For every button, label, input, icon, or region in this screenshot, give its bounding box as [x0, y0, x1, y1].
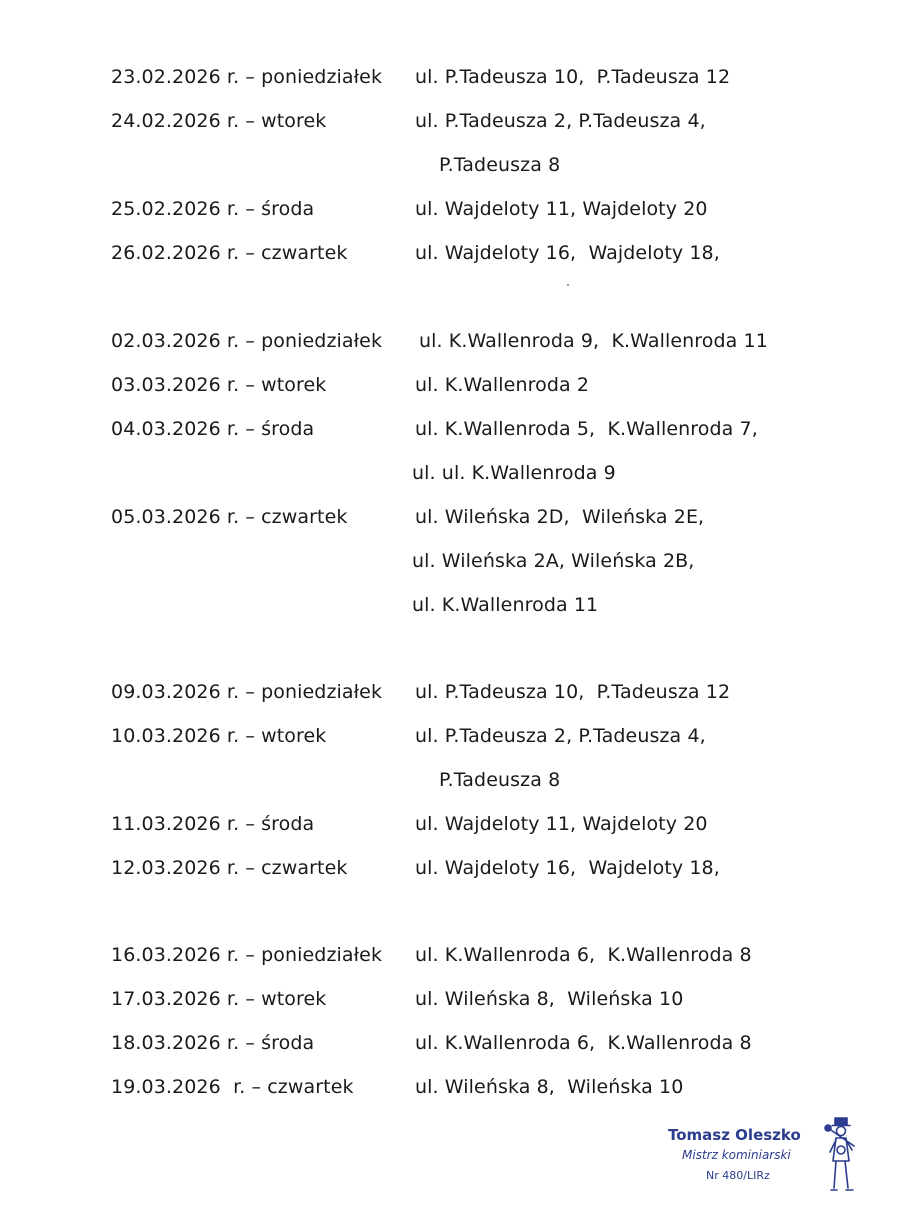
schedule-date: 26.02.2026 r. – czwartek — [111, 242, 348, 264]
signature-stamp — [660, 1116, 870, 1196]
schedule-date: 23.02.2026 r. – poniedziałek — [111, 66, 383, 88]
schedule-date: 11.03.2026 r. – środa — [111, 813, 315, 835]
schedule-date: 02.03.2026 r. – poniedziałek — [111, 330, 383, 352]
schedule-date: 10.03.2026 r. – wtorek — [111, 725, 327, 747]
schedule-address: ul. P.Tadeusza 2, P.Tadeusza 4, — [415, 110, 706, 132]
schedule-address: ul. K.Wallenroda 5, K.Wallenroda 7, — [415, 418, 758, 440]
schedule-date: 05.03.2026 r. – czwartek — [111, 506, 348, 528]
schedule-address: ul. Wajdeloty 16, Wajdeloty 18, — [415, 242, 720, 264]
schedule-address: ul. K.Wallenroda 9, K.Wallenroda 11 — [419, 330, 768, 352]
schedule-address: ul. Wileńska 2D, Wileńska 2E, — [415, 506, 705, 528]
schedule-address: ul. Wajdeloty 11, Wajdeloty 20 — [415, 813, 708, 835]
stamp-name: Tomasz Oleszko — [668, 1126, 801, 1144]
chimney-sweep-figure-icon — [824, 1116, 860, 1196]
schedule-address: ul. K.Wallenroda 6, K.Wallenroda 8 — [415, 944, 752, 966]
schedule-address: ul. K.Wallenroda 6, K.Wallenroda 8 — [415, 1032, 752, 1054]
stamp-title: Mistrz kominiarski — [682, 1148, 791, 1162]
schedule-address-continued: P.Tadeusza 8 — [439, 154, 561, 176]
schedule-address: ul. Wileńska 8, Wileńska 10 — [415, 988, 684, 1010]
schedule-date: 25.02.2026 r. – środa — [111, 198, 315, 220]
schedule-date: 18.03.2026 r. – środa — [111, 1032, 315, 1054]
schedule-address: ul. Wajdeloty 16, Wajdeloty 18, — [415, 857, 720, 879]
schedule-address: ul. P.Tadeusza 10, P.Tadeusza 12 — [415, 681, 731, 703]
schedule-address-continued: P.Tadeusza 8 — [439, 769, 561, 791]
schedule-date: 24.02.2026 r. – wtorek — [111, 110, 327, 132]
schedule-address-continued: ul. Wileńska 2A, Wileńska 2B, — [412, 550, 695, 572]
schedule-date: 17.03.2026 r. – wtorek — [111, 988, 327, 1010]
schedule-date: 12.03.2026 r. – czwartek — [111, 857, 348, 879]
stray-dot — [567, 284, 569, 286]
schedule-date: 03.03.2026 r. – wtorek — [111, 374, 327, 396]
schedule-date: 19.03.2026 r. – czwartek — [111, 1076, 354, 1098]
schedule-address: ul. K.Wallenroda 2 — [415, 374, 590, 396]
schedule-address: ul. Wileńska 8, Wileńska 10 — [415, 1076, 684, 1098]
schedule-date: 09.03.2026 r. – poniedziałek — [111, 681, 383, 703]
schedule-date: 16.03.2026 r. – poniedziałek — [111, 944, 383, 966]
schedule-address: ul. P.Tadeusza 2, P.Tadeusza 4, — [415, 725, 706, 747]
schedule-address-continued: ul. ul. K.Wallenroda 9 — [412, 462, 616, 484]
schedule-address: ul. P.Tadeusza 10, P.Tadeusza 12 — [415, 66, 731, 88]
schedule-address: ul. Wajdeloty 11, Wajdeloty 20 — [415, 198, 708, 220]
schedule-date: 04.03.2026 r. – środa — [111, 418, 315, 440]
stamp-number: Nr 480/LIRz — [706, 1169, 770, 1182]
schedule-address-continued: ul. K.Wallenroda 11 — [412, 594, 599, 616]
